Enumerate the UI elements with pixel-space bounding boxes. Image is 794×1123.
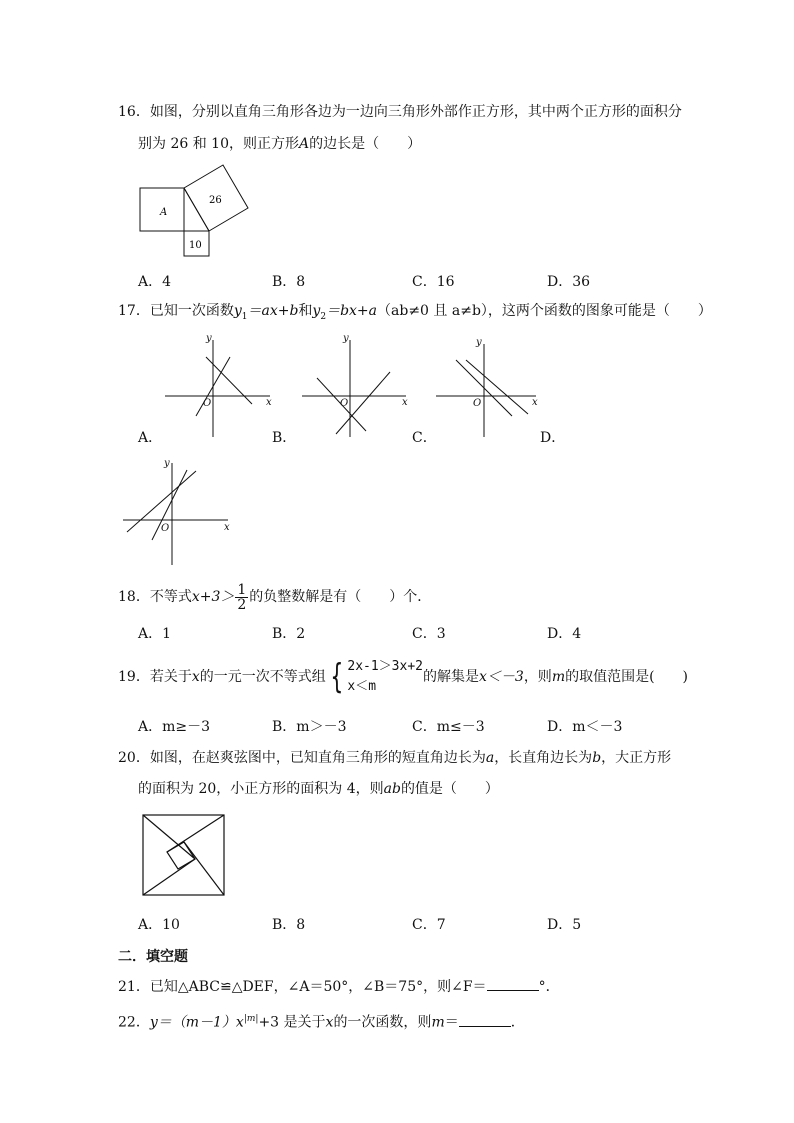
q17-graph-c bbox=[436, 344, 536, 437]
q20-small-square bbox=[167, 842, 195, 869]
q20-number: 20． bbox=[118, 750, 150, 766]
q18-stem bbox=[118, 580, 431, 614]
q16-option-d[interactable]: D．36 bbox=[547, 274, 591, 290]
q18-fraction bbox=[235, 583, 248, 612]
q17-a-ylabel: y bbox=[206, 333, 212, 344]
q17-number: 17． bbox=[118, 303, 150, 319]
q17-eq1: ＝ax+b bbox=[247, 303, 299, 319]
q16-var-a: A bbox=[298, 136, 310, 152]
q16-square-a bbox=[140, 188, 184, 231]
q20-text-d: 的面积为 20，小正方形的面积为 4，则 bbox=[138, 781, 384, 797]
q20-seg-2 bbox=[167, 815, 224, 852]
q17-eq2: ＝bx+a bbox=[326, 303, 378, 319]
q17-a-line2 bbox=[206, 357, 252, 404]
section-fill-in-title: 二．填空题 bbox=[118, 949, 188, 965]
q17-option-a[interactable]: A． bbox=[138, 430, 163, 446]
q21-stem bbox=[118, 976, 560, 997]
q17-option-c[interactable]: C． bbox=[412, 430, 437, 446]
q19-ineq1: 2x-1＞3x+2 bbox=[347, 659, 423, 674]
q19-option-a[interactable]: A．m≥－3 bbox=[138, 719, 211, 735]
q18-option-b[interactable]: B．2 bbox=[272, 626, 306, 642]
q19-text-d: ，则 bbox=[523, 669, 552, 685]
q19-text-a: 若关于 bbox=[149, 669, 192, 685]
q17-d-xlabel: x bbox=[224, 522, 230, 533]
q19-brace: { bbox=[330, 657, 344, 697]
q22-tail: ． bbox=[510, 1014, 525, 1031]
q20-var-b: b bbox=[592, 750, 602, 766]
q20-var-a: a bbox=[485, 750, 495, 766]
q17-graph-d bbox=[123, 463, 228, 565]
q17-b-line2 bbox=[336, 372, 390, 434]
q20-seg-1 bbox=[143, 815, 195, 859]
q17-b-ylabel: y bbox=[343, 333, 349, 344]
q16-square-26 bbox=[184, 165, 248, 231]
q18-text-b: 的负整数解是有（ ）个． bbox=[249, 589, 432, 605]
q17-sub2: 2 bbox=[320, 311, 327, 322]
q18-option-d[interactable]: D．4 bbox=[547, 626, 582, 642]
q18-frac-num: 1 bbox=[237, 581, 247, 598]
q20-option-c[interactable]: C．7 bbox=[412, 917, 446, 933]
q19-solution: x＜－3 bbox=[479, 669, 524, 685]
q22-var-m: m bbox=[431, 1014, 445, 1031]
q17-y2: y bbox=[312, 303, 321, 319]
q17-and: 和 bbox=[298, 303, 313, 319]
q16-label-a: A bbox=[160, 207, 168, 218]
q20-option-d[interactable]: D．5 bbox=[547, 917, 582, 933]
q19-var-x: x bbox=[191, 669, 200, 685]
q17-cond: （ab≠0 且 a≠b） bbox=[377, 303, 488, 319]
q19-system bbox=[347, 657, 423, 697]
q16-triangle-hyp bbox=[184, 188, 209, 231]
q22-text-c: 的一次函数，则 bbox=[333, 1014, 432, 1031]
q22-exponent: |m| bbox=[243, 1014, 259, 1024]
q18-text-a: 不等式 bbox=[149, 589, 192, 605]
q17-graph-b bbox=[302, 340, 406, 437]
q20-option-b[interactable]: B．8 bbox=[272, 917, 306, 933]
q17-y1: y bbox=[233, 303, 242, 319]
q16-line2 bbox=[138, 134, 421, 154]
q20-seg-3 bbox=[184, 842, 224, 895]
q17-option-d[interactable]: D． bbox=[540, 430, 566, 446]
q21-tail: °． bbox=[538, 979, 560, 995]
q16-text-line1: 如图，分别以直角三角形各边为一边向三角形外部作正方形，其中两个正方形的面积分 bbox=[149, 104, 682, 120]
q17-c-ylabel: y bbox=[476, 337, 482, 348]
q19-number: 19． bbox=[118, 669, 150, 685]
q17-c-origin: O bbox=[473, 398, 482, 409]
q16-option-c[interactable]: C．16 bbox=[412, 274, 455, 290]
q16-square-10 bbox=[184, 231, 209, 256]
q17-d-ylabel: y bbox=[164, 458, 170, 469]
q19-text-c: 的解集是 bbox=[423, 669, 479, 685]
q22-stem bbox=[118, 1009, 525, 1033]
q19-stem bbox=[118, 657, 688, 697]
q17-a-line1 bbox=[196, 357, 230, 416]
q17-text-b: ，这两个函数的图象可能是（ ） bbox=[487, 303, 712, 319]
q17-graph-a bbox=[165, 340, 270, 437]
q20-text-b: ，长直角边长为 bbox=[494, 750, 593, 766]
q18-expr: x+3＞ bbox=[191, 589, 235, 605]
q16-number: 16． bbox=[118, 104, 150, 120]
q17-option-b[interactable]: B． bbox=[272, 430, 297, 446]
q17-d-line1 bbox=[127, 471, 196, 532]
q20-line2 bbox=[138, 779, 499, 799]
q21-number: 21． bbox=[118, 979, 150, 995]
q18-option-a[interactable]: A．1 bbox=[138, 626, 172, 642]
q20-line1 bbox=[118, 748, 671, 768]
q17-a-xlabel: x bbox=[266, 397, 272, 408]
q16-line1 bbox=[118, 102, 682, 122]
q18-frac-den: 2 bbox=[237, 596, 247, 613]
q17-d-origin: O bbox=[161, 523, 170, 534]
q19-option-b[interactable]: B．m＞－3 bbox=[272, 719, 347, 735]
q17-stem bbox=[118, 301, 712, 327]
q22-answer-blank[interactable] bbox=[459, 1012, 511, 1027]
q21-answer-blank[interactable] bbox=[487, 976, 539, 991]
q17-b-origin: O bbox=[340, 398, 349, 409]
q18-option-c[interactable]: C．3 bbox=[412, 626, 446, 642]
q17-a-origin: O bbox=[203, 398, 212, 409]
q17-d-line2 bbox=[152, 470, 187, 540]
q20-option-a[interactable]: A．10 bbox=[138, 917, 180, 933]
q17-sub1: 1 bbox=[241, 311, 248, 322]
q22-text-b: +3 是关于 bbox=[258, 1014, 326, 1031]
q19-option-d[interactable]: D．m＜－3 bbox=[547, 719, 623, 735]
q21-text: 已知△ABC≌△DEF，∠A＝50°，∠B＝75°，则∠F＝ bbox=[149, 979, 487, 995]
q19-ineq2: x＜m bbox=[347, 679, 377, 694]
q22-text-a: y＝（m－1）x bbox=[149, 1014, 244, 1031]
q19-text-b: 的一元一次不等式组 bbox=[199, 669, 326, 685]
q22-text-d: ＝ bbox=[444, 1014, 459, 1031]
q16-text-a: 别为 26 和 10，则正方形 bbox=[138, 136, 299, 152]
q17-c-xlabel: x bbox=[532, 397, 538, 408]
q17-b-line1 bbox=[317, 378, 366, 431]
q20-text-c: ，大正方形 bbox=[601, 750, 672, 766]
q17-c-line2 bbox=[466, 360, 528, 414]
q17-b-xlabel: x bbox=[402, 397, 408, 408]
q16-label-26: 26 bbox=[209, 195, 222, 206]
q19-text-e: 的取值范围是( ) bbox=[565, 669, 689, 685]
q16-text-b: 的边长是（ ） bbox=[309, 136, 422, 152]
q17-text-a: 已知一次函数 bbox=[149, 303, 234, 319]
q19-var-m: m bbox=[551, 669, 566, 685]
q16-option-b[interactable]: B．8 bbox=[272, 274, 306, 290]
q20-var-ab: ab bbox=[383, 781, 401, 797]
q20-big-square bbox=[143, 815, 224, 895]
q22-number: 22． bbox=[118, 1014, 150, 1031]
q17-c-line1 bbox=[456, 360, 512, 416]
q16-option-a[interactable]: A．4 bbox=[138, 274, 172, 290]
q18-number: 18． bbox=[118, 589, 150, 605]
q16-label-10: 10 bbox=[189, 240, 202, 251]
q19-option-c[interactable]: C．m≤－3 bbox=[412, 719, 485, 735]
q20-seg-4 bbox=[143, 859, 195, 895]
q20-text-a: 如图，在赵爽弦图中，已知直角三角形的短直角边长为 bbox=[149, 750, 486, 766]
q20-text-e: 的值是（ ） bbox=[400, 781, 499, 797]
q22-var-x: x bbox=[325, 1014, 334, 1031]
